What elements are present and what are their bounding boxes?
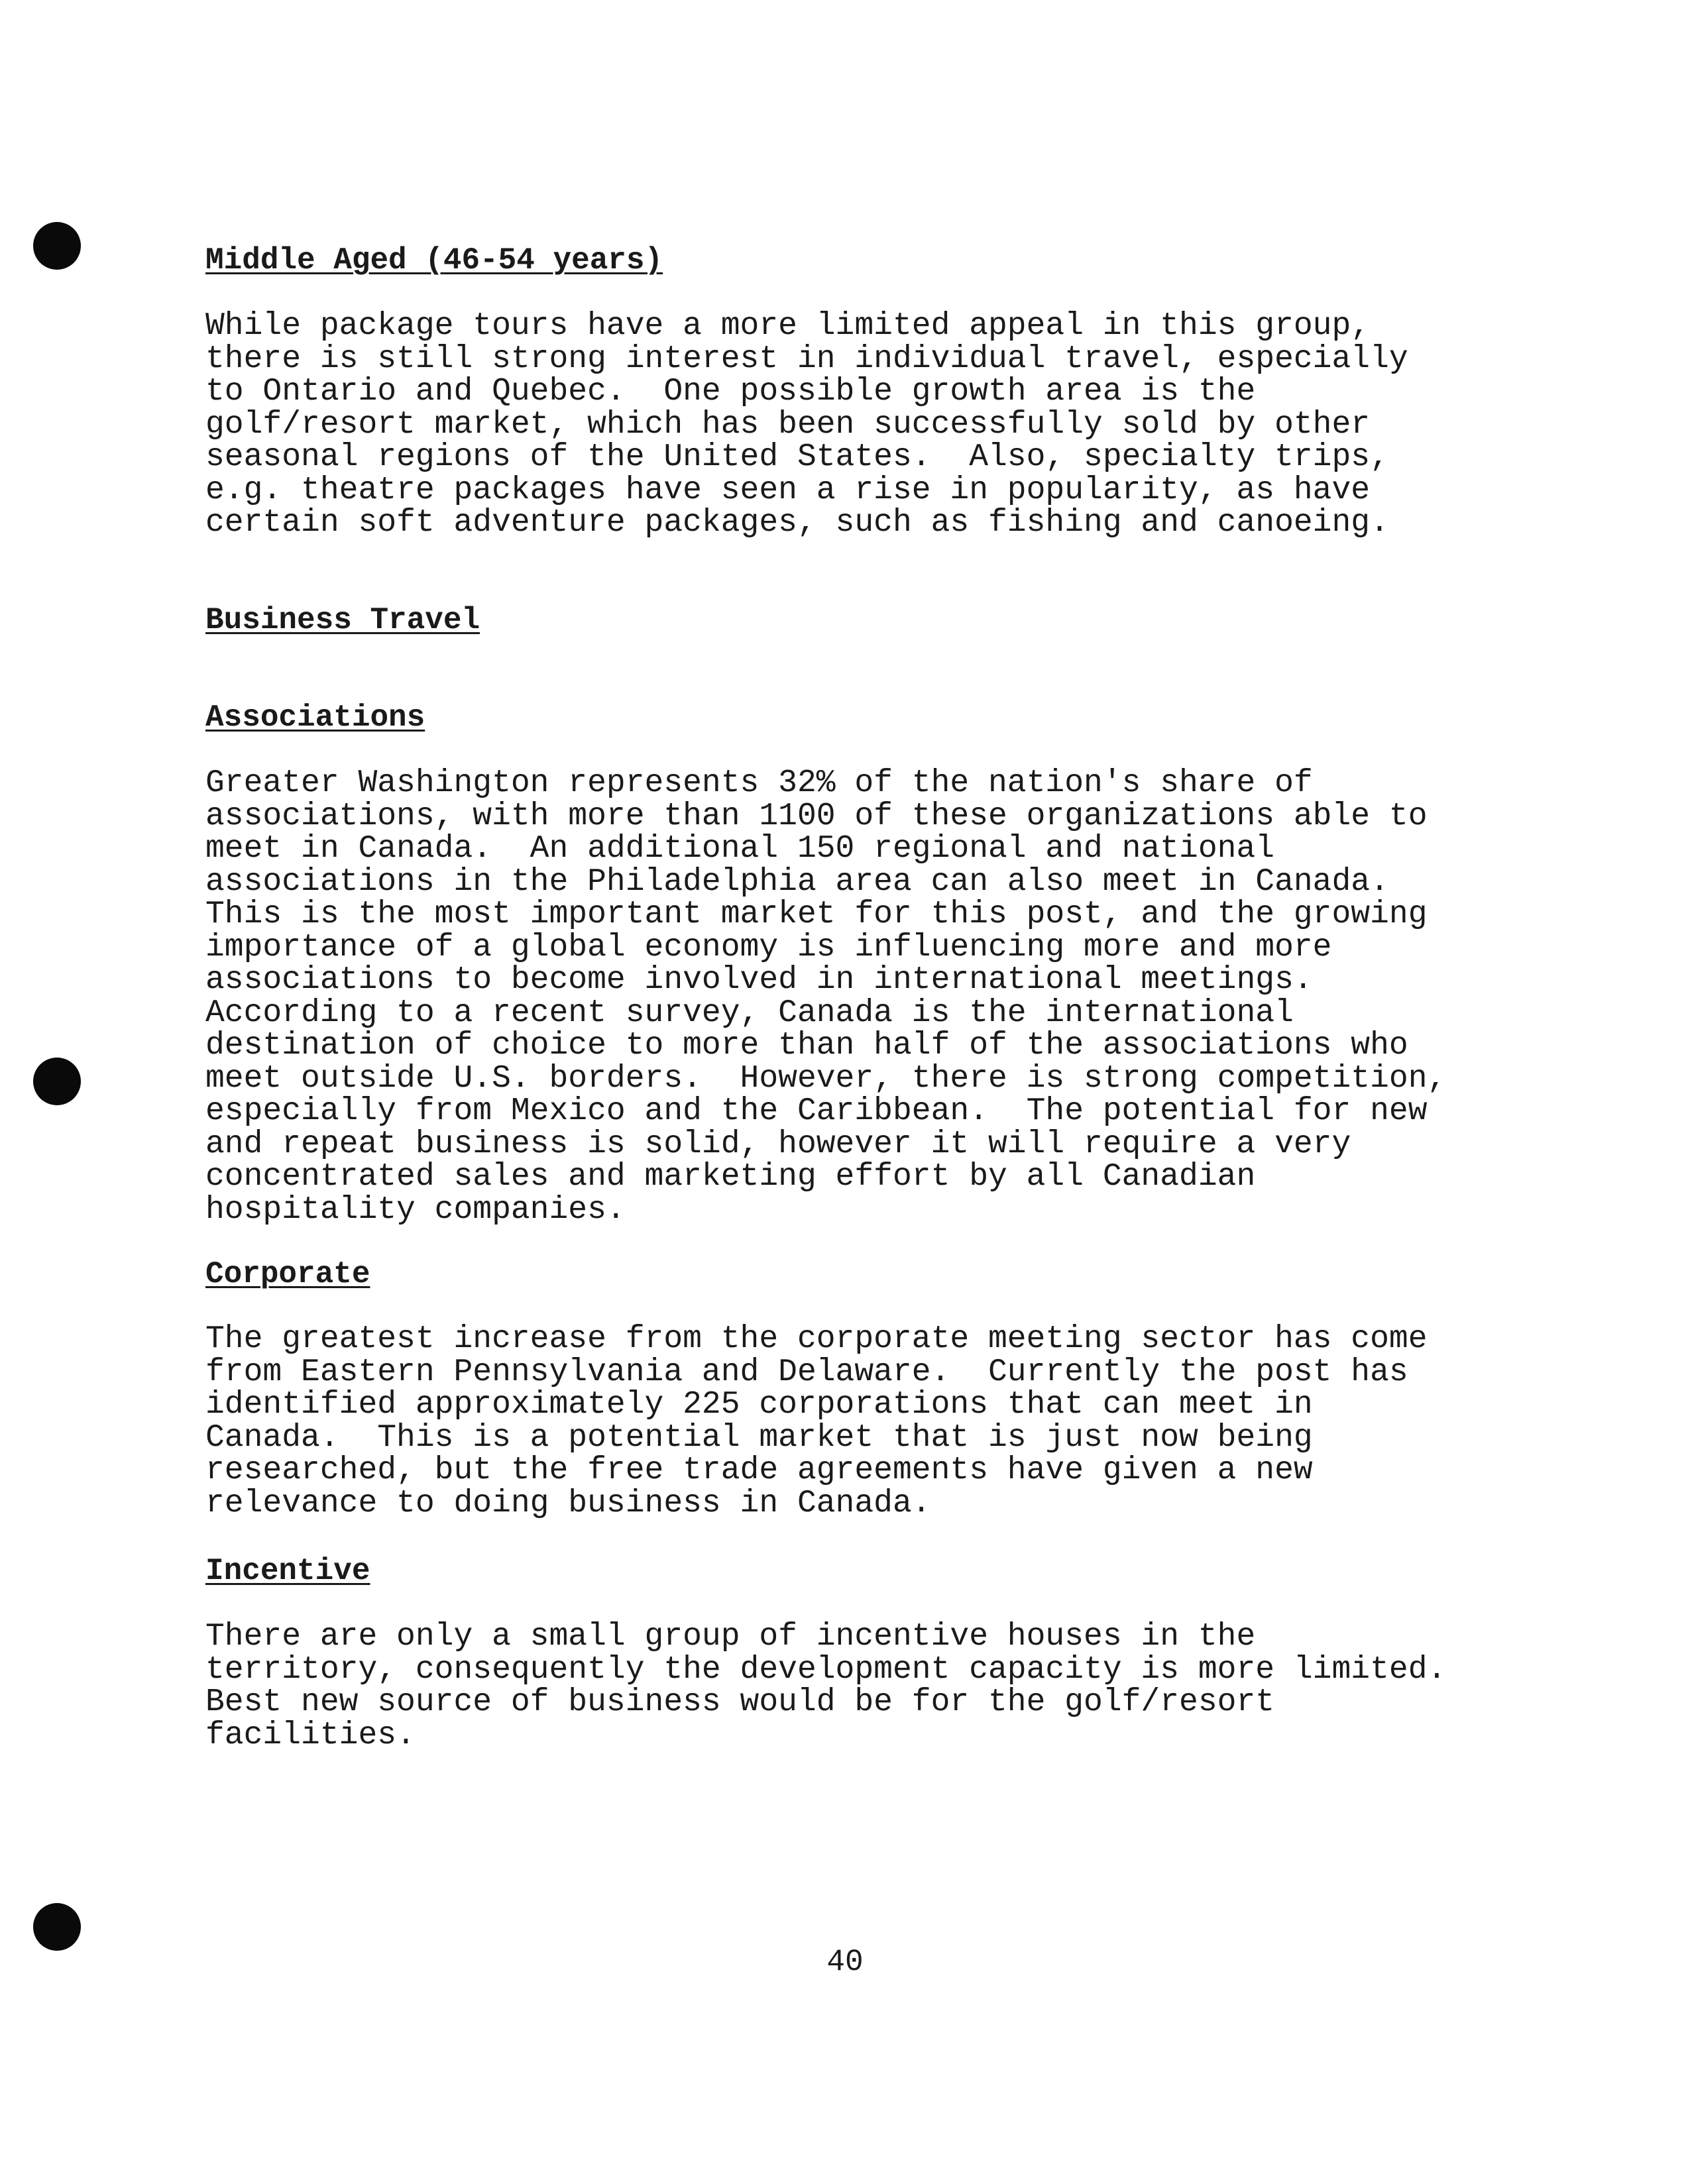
binder-hole-middle: [33, 1058, 81, 1105]
paragraph-corporate: The greatest increase from the corporate meeting sector has come from Eastern Pennsylvania and Delaware. Currently the post has identified approximately 225 corporations that can meet in Canada. This is a potential market that is just now being researched, but the free trade agreements have given a new relevance to doing business in Canada.: [205, 1321, 1428, 1521]
heading-incentive: Incentive: [205, 1554, 370, 1588]
binder-hole-top: [33, 222, 81, 270]
heading-associations: Associations: [205, 700, 425, 735]
heading-business-travel: Business Travel: [205, 603, 480, 637]
page-number: 40: [826, 1945, 864, 1979]
heading-middle-aged: Middle Aged (46-54 years): [205, 243, 663, 278]
paragraph-middle-aged: While package tours have a more limited appeal in this group, there is still strong interest in individual travel, especially to Ontario and Quebec. One possible growth area is the golf/resort market, which has been successfully sold by other seasonal regions of the United States. Also, specialty trips, e.g. theatre packages have seen a rise in popularity, as have certain soft adventure packages, such as fishing and canoeing.: [205, 308, 1408, 541]
binder-hole-bottom: [33, 1903, 81, 1951]
heading-corporate: Corporate: [205, 1257, 370, 1291]
paragraph-associations: Greater Washington represents 32% of the nation's share of associations, with more than 1100 of these organizations able to meet in Canada. An additional 150 regional and national associations in the Philadelphia area can also meet in Canada. This is the most important market for this post, and the growing importance of a global economy is influencing more and more associations to become involved in international meetings. According to a recent survey, Canada is the international destination of choice to more than half of the associations who meet outside U.S. borders. However, there is strong competition, especially from Mexico and the Caribbean. The potential for new and repeat business is solid, however it will require a very concentrated sales and marketing effort by all Canadian hospitality companies.: [205, 765, 1447, 1228]
paragraph-incentive: There are only a small group of incentive houses in the territory, consequently the development capacity is more limited. Best new source of business would be for the golf/resort facilities.: [205, 1619, 1447, 1753]
